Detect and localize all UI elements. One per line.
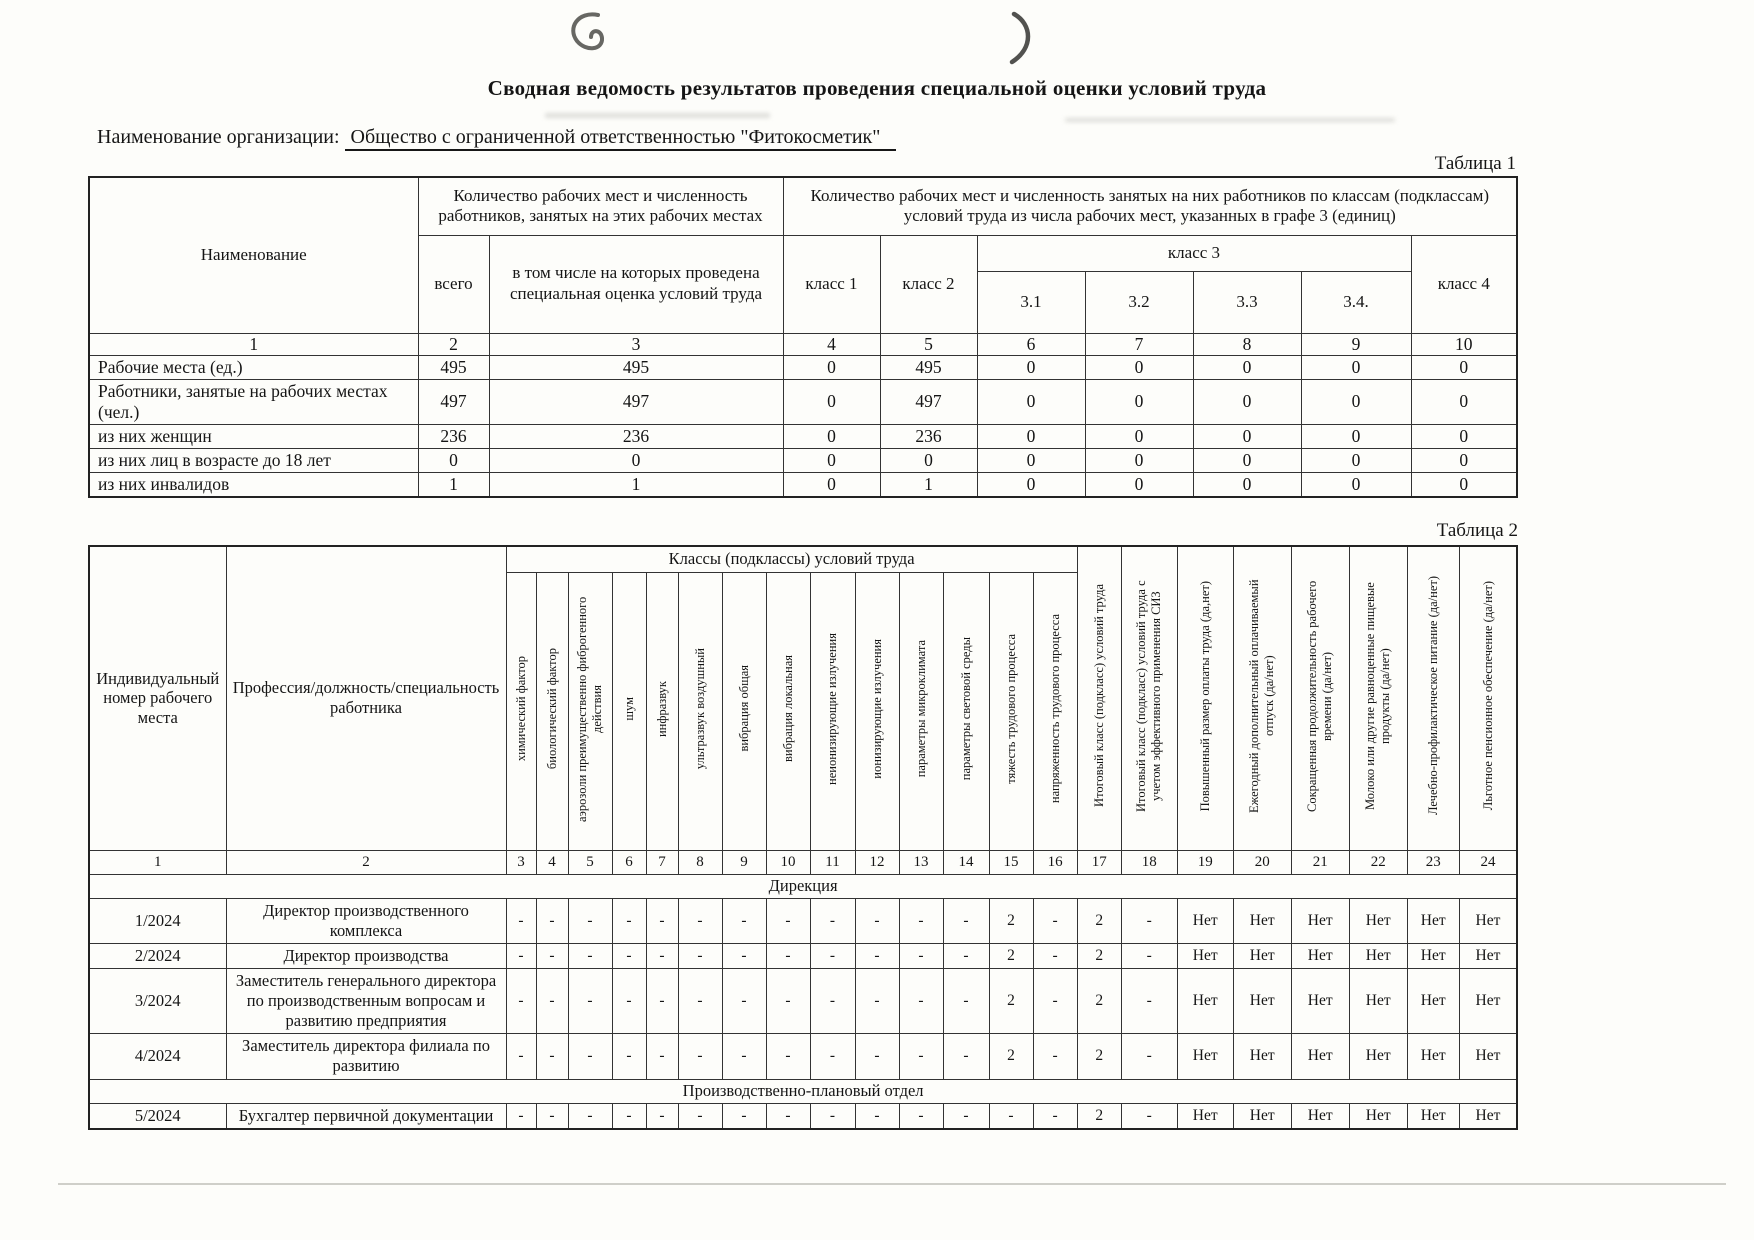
table2-value: - — [899, 1034, 943, 1079]
table1-value: 0 — [1411, 472, 1517, 497]
scan-smudge — [545, 113, 770, 118]
table1-value: 0 — [783, 379, 880, 424]
table2-column-number: 3 — [506, 850, 536, 874]
table2-factor-header — [646, 572, 678, 850]
table1-value: 0 — [783, 448, 880, 472]
table1-column-number: 10 — [1411, 333, 1517, 355]
table2-data-row — [89, 968, 1517, 1033]
table1-header-class2: класс 2 — [880, 235, 977, 333]
table2-value: - — [678, 968, 722, 1033]
table2-profession: Заместитель генерального директора по производственным вопросам и развитию предприятия — [226, 968, 506, 1033]
table1-column-number: 4 — [783, 333, 880, 355]
table2-factor-header — [612, 572, 646, 850]
table2-factor-header — [722, 572, 766, 850]
table2-value: Нет — [1177, 898, 1233, 943]
table1-value: 0 — [489, 448, 783, 472]
table2-value: - — [568, 1103, 612, 1129]
table2-value: - — [855, 898, 899, 943]
table2-value: - — [722, 968, 766, 1033]
table1-column-number: 7 — [1085, 333, 1193, 355]
table1-value: 0 — [1411, 355, 1517, 379]
table2-value: Нет — [1233, 1034, 1291, 1079]
table2-result-header — [1291, 546, 1349, 850]
table2-value: - — [810, 1034, 855, 1079]
table2-value: Нет — [1291, 968, 1349, 1033]
table1-data-row — [89, 424, 1517, 448]
table1-value: 0 — [783, 355, 880, 379]
table2-value: Нет — [1233, 898, 1291, 943]
summary-table-2 — [88, 545, 1518, 1130]
table2-value: Нет — [1349, 1034, 1407, 1079]
table2-value: - — [810, 968, 855, 1033]
summary-table-1 — [88, 176, 1518, 498]
table2-profession: Директор производства — [226, 943, 506, 968]
table2-value: - — [568, 943, 612, 968]
table1-value: 0 — [1301, 355, 1411, 379]
table1-value: 1 — [880, 472, 977, 497]
table2-value: - — [612, 1034, 646, 1079]
table1-value: 0 — [1085, 379, 1193, 424]
table2-workplace-number: 4/2024 — [89, 1034, 226, 1079]
table1-value: 495 — [418, 355, 489, 379]
table2-value: - — [678, 943, 722, 968]
table2-section-row — [89, 874, 1517, 898]
table1-value: 0 — [1411, 448, 1517, 472]
table2-value: - — [943, 898, 989, 943]
table2-header-profession: Профессия/должность/специальность работника — [226, 546, 506, 850]
table1-value: 497 — [418, 379, 489, 424]
table1-column-number: 6 — [977, 333, 1085, 355]
table2-value: - — [646, 968, 678, 1033]
table1-value: 497 — [489, 379, 783, 424]
table2-value: - — [722, 1034, 766, 1079]
table1-data-row — [89, 472, 1517, 497]
table1-data-row — [89, 355, 1517, 379]
table2-column-number: 13 — [899, 850, 943, 874]
table2-value: - — [943, 968, 989, 1033]
table2-factor-header-label: инфразвук — [654, 680, 669, 737]
scan-smudge — [1065, 118, 1395, 122]
table1-value: 0 — [977, 355, 1085, 379]
table2-value: - — [612, 1103, 646, 1129]
table1-value: 0 — [1085, 355, 1193, 379]
table1-column-number: 3 — [489, 333, 783, 355]
table2-factor-header-label: тяжесть трудового процесса — [1003, 633, 1018, 784]
table1-value: 236 — [489, 424, 783, 448]
table2-value: - — [612, 968, 646, 1033]
table2-factor-header-label: вибрация общая — [736, 665, 751, 752]
table2-value: - — [568, 968, 612, 1033]
table1-header-subclass-3-2: 3.2 — [1085, 271, 1193, 333]
table1-value: 0 — [783, 472, 880, 497]
table2-value: Нет — [1407, 898, 1459, 943]
table2-header-classes-group: Классы (подклассы) условий труда — [506, 546, 1077, 572]
table1-value: 0 — [1085, 472, 1193, 497]
table1-row-label: из них лиц в возрасте до 18 лет — [89, 448, 418, 472]
table1-value: 1 — [418, 472, 489, 497]
table1-value: 0 — [1193, 448, 1301, 472]
table2-factor-header — [766, 572, 810, 850]
scan-page-edge-line — [58, 1183, 1726, 1185]
table2-value: - — [722, 1103, 766, 1129]
table1-value: 0 — [1301, 448, 1411, 472]
table1-row-label: из них инвалидов — [89, 472, 418, 497]
table2-value: - — [536, 1103, 568, 1129]
table2-value: - — [646, 943, 678, 968]
table1-column-number: 9 — [1301, 333, 1411, 355]
table2-value: - — [612, 898, 646, 943]
table2-column-number: 4 — [536, 850, 568, 874]
table1-value: 0 — [1085, 424, 1193, 448]
table2-factor-header-label: параметры микроклимата — [913, 639, 928, 778]
table2-result-header — [1407, 546, 1459, 850]
table1-value: 0 — [783, 424, 880, 448]
table2-header-row — [89, 546, 1517, 572]
table1-value: 0 — [418, 448, 489, 472]
table2-column-number: 2 — [226, 850, 506, 874]
table2-section-row — [89, 1079, 1517, 1103]
table2-result-header — [1233, 546, 1291, 850]
table2-value: - — [506, 1103, 536, 1129]
table2-workplace-number: 3/2024 — [89, 968, 226, 1033]
table2-value: Нет — [1407, 1103, 1459, 1129]
table2-value: - — [536, 1034, 568, 1079]
table2-value: - — [568, 898, 612, 943]
table2-factor-header-label: напряженность трудового процесса — [1047, 614, 1062, 804]
table2-value: - — [536, 898, 568, 943]
table1-header-subclass-3-4: 3.4. — [1301, 271, 1411, 333]
table2-result-header-label: Повышенный размер оплаты труда (да,нет) — [1197, 580, 1212, 812]
table2-value: - — [899, 943, 943, 968]
table2-value: - — [1033, 968, 1077, 1033]
table2-caption: Таблица 2 — [1436, 520, 1518, 541]
table2-column-number: 20 — [1233, 850, 1291, 874]
table2-section-title: Производственно-плановый отдел — [89, 1079, 1517, 1103]
table1-column-number: 5 — [880, 333, 977, 355]
table1-value: 0 — [1193, 472, 1301, 497]
table2-value: - — [943, 1034, 989, 1079]
table2-value: Нет — [1349, 1103, 1407, 1129]
table1-value: 0 — [1411, 424, 1517, 448]
table2-value: Нет — [1349, 968, 1407, 1033]
table2-value: Нет — [1233, 1103, 1291, 1129]
table1-column-number: 2 — [418, 333, 489, 355]
table2-value: Нет — [1407, 943, 1459, 968]
table1-column-number: 1 — [89, 333, 418, 355]
table1-header-row — [89, 177, 1517, 235]
table2-data-row — [89, 1034, 1517, 1079]
table2-column-number: 8 — [678, 850, 722, 874]
table1-column-numbers-row — [89, 333, 1517, 355]
table1-row-label: Работники, занятые на рабочих местах (чел.) — [89, 379, 418, 424]
table2-value: - — [899, 898, 943, 943]
table1-value: 0 — [977, 379, 1085, 424]
table2-value: 2 — [1077, 968, 1121, 1033]
table1-value: 0 — [977, 448, 1085, 472]
table2-value: - — [1121, 1034, 1177, 1079]
table2-value: 2 — [989, 968, 1033, 1033]
table2-result-header-label: Итоговый класс (подкласс) условий труда — [1091, 584, 1106, 808]
table2-value: 2 — [989, 1034, 1033, 1079]
table2-value: - — [536, 968, 568, 1033]
table2-column-number: 21 — [1291, 850, 1349, 874]
table2-column-number: 6 — [612, 850, 646, 874]
table2-value: 2 — [989, 943, 1033, 968]
table2-value: Нет — [1459, 1034, 1517, 1079]
table2-column-number: 19 — [1177, 850, 1233, 874]
table2-value: - — [1033, 898, 1077, 943]
table2-value: - — [646, 898, 678, 943]
table2-value: Нет — [1459, 968, 1517, 1033]
table1-value: 0 — [1411, 379, 1517, 424]
table2-result-header — [1121, 546, 1177, 850]
organization-name: Общество с ограниченной ответственностью "Фитокосметик" — [345, 126, 897, 151]
table2-factor-header-label: биологический фактор — [544, 648, 559, 770]
table2-value: Нет — [1349, 898, 1407, 943]
table2-value: - — [1033, 1034, 1077, 1079]
table2-profession: Директор производственного комплекса — [226, 898, 506, 943]
table2-value: - — [766, 898, 810, 943]
table1-header-class1: класс 1 — [783, 235, 880, 333]
table1-header-class3: класс 3 — [977, 235, 1411, 271]
table1-value: 0 — [1193, 379, 1301, 424]
table1-data-row — [89, 448, 1517, 472]
table1-value: 0 — [1193, 355, 1301, 379]
table2-result-header-label: Итоговый класс (подкласс) условий труда с учетом эффективного применения СИЗ — [1134, 580, 1164, 812]
table2-result-header — [1459, 546, 1517, 850]
table2-header-workplace-number: Индивидуальный номер рабочего места — [89, 546, 226, 850]
table2-value: Нет — [1177, 1103, 1233, 1129]
table2-column-number: 24 — [1459, 850, 1517, 874]
table2-column-number: 11 — [810, 850, 855, 874]
table2-result-header-label: Льготное пенсионное обеспечение (да/нет) — [1480, 581, 1495, 811]
table2-value: - — [536, 943, 568, 968]
table2-value: - — [855, 968, 899, 1033]
table2-value: Нет — [1233, 943, 1291, 968]
table1-value: 495 — [880, 355, 977, 379]
table2-factor-header-label: параметры световой среды — [958, 637, 973, 781]
table2-column-numbers-row — [89, 850, 1517, 874]
table2-value: - — [1033, 943, 1077, 968]
table2-column-number: 22 — [1349, 850, 1407, 874]
table2-value: - — [899, 1103, 943, 1129]
table1-header-subclass-3-3: 3.3 — [1193, 271, 1301, 333]
table2-value: - — [1033, 1103, 1077, 1129]
table2-workplace-number: 5/2024 — [89, 1103, 226, 1129]
table2-value: - — [810, 898, 855, 943]
table2-workplace-number: 2/2024 — [89, 943, 226, 968]
table2-factor-header — [855, 572, 899, 850]
table2-value: Нет — [1459, 1103, 1517, 1129]
table2-value: - — [646, 1034, 678, 1079]
table1-value: 0 — [977, 472, 1085, 497]
table2-factor-header — [943, 572, 989, 850]
table2-factor-header — [506, 572, 536, 850]
table2-factor-header-label: аэрозоли преимущественно фиброгенного действия — [575, 595, 604, 822]
scan-curl-artifact-left — [560, 6, 630, 72]
table2-column-number: 16 — [1033, 850, 1077, 874]
table2-factor-header-label: химический фактор — [513, 656, 528, 762]
table2-result-header-label: Сокращенная продолжительность рабочего времени (да/нет) — [1305, 580, 1335, 812]
table1-header-name: Наименование — [89, 177, 418, 333]
table2-column-number: 15 — [989, 850, 1033, 874]
table2-value: Нет — [1233, 968, 1291, 1033]
table1-value: 1 — [489, 472, 783, 497]
table2-column-number: 12 — [855, 850, 899, 874]
table2-result-header-label: Ежегодный дополнительный оплачиваемый отпуск (да/нет) — [1247, 579, 1277, 813]
table1-value: 0 — [1301, 472, 1411, 497]
table2-value: Нет — [1177, 1034, 1233, 1079]
table2-value: Нет — [1177, 968, 1233, 1033]
table2-value: Нет — [1291, 1103, 1349, 1129]
table2-value: 2 — [1077, 943, 1121, 968]
table2-value: - — [506, 943, 536, 968]
page-title: Сводная ведомость результатов проведения специальной оценки условий труда — [487, 76, 1267, 100]
table2-value: Нет — [1459, 898, 1517, 943]
table2-data-row — [89, 898, 1517, 943]
table1-header-group-classes: Количество рабочих мест и численность занятых на них работников по классам (подклассам) условий труда из числа рабочих мест, указанных в графе 3 (единиц) — [783, 177, 1517, 235]
table2-section-title: Дирекция — [89, 874, 1517, 898]
table1-header-total: всего — [418, 235, 489, 333]
table2-factor-header — [810, 572, 855, 850]
table1-caption: Таблица 1 — [1434, 153, 1516, 174]
table2-value: 2 — [1077, 1034, 1121, 1079]
table1-value: 497 — [880, 379, 977, 424]
table2-value: - — [722, 943, 766, 968]
table2-value: - — [568, 1034, 612, 1079]
table2-value: Нет — [1177, 943, 1233, 968]
table2-value: - — [506, 898, 536, 943]
scan-curl-artifact-right — [992, 8, 1048, 74]
table2-data-row — [89, 943, 1517, 968]
table2-column-number: 5 — [568, 850, 612, 874]
table2-value: - — [612, 943, 646, 968]
table2-column-number: 18 — [1121, 850, 1177, 874]
table2-value: Нет — [1349, 943, 1407, 968]
table2-data-row — [89, 1103, 1517, 1129]
table2-value: - — [678, 1034, 722, 1079]
table2-value: - — [855, 1103, 899, 1129]
organization-line — [97, 126, 896, 149]
table2-value: - — [766, 968, 810, 1033]
table2-value: - — [1121, 943, 1177, 968]
table1-row-label: из них женщин — [89, 424, 418, 448]
table2-factor-header — [899, 572, 943, 850]
table2-value: 2 — [989, 898, 1033, 943]
table2-factor-header — [678, 572, 722, 850]
table2-value: Нет — [1407, 968, 1459, 1033]
table1-value: 495 — [489, 355, 783, 379]
table2-result-header-label: Лечебно-профилактическое питание (да/нет) — [1425, 576, 1440, 816]
table2-value: - — [810, 943, 855, 968]
table2-column-number: 7 — [646, 850, 678, 874]
table2-value: - — [722, 898, 766, 943]
table2-value: Нет — [1291, 943, 1349, 968]
table1-header-assessed: в том числе на которых проведена специальная оценка условий труда — [489, 235, 783, 333]
table2-value: - — [678, 898, 722, 943]
table2-value: - — [506, 968, 536, 1033]
table1-value: 0 — [1085, 448, 1193, 472]
table2-factor-header-label: ионизирующие излучения — [869, 638, 884, 779]
table2-value: Нет — [1291, 1034, 1349, 1079]
table2-factor-header-label: шум — [621, 696, 636, 721]
table2-value: - — [678, 1103, 722, 1129]
table2-result-header — [1077, 546, 1121, 850]
table2-profession: Заместитель директора филиала по развитию — [226, 1034, 506, 1079]
table2-value: Нет — [1407, 1034, 1459, 1079]
table2-column-number: 23 — [1407, 850, 1459, 874]
table2-column-number: 17 — [1077, 850, 1121, 874]
table1-data-row — [89, 379, 1517, 424]
table2-value: - — [1121, 968, 1177, 1033]
table2-column-number: 9 — [722, 850, 766, 874]
table2-value: - — [810, 1103, 855, 1129]
table2-value: - — [766, 1103, 810, 1129]
table1-row-label: Рабочие места (ед.) — [89, 355, 418, 379]
table2-value: Нет — [1459, 943, 1517, 968]
table1-header-group-workplaces: Количество рабочих мест и численность работников, занятых на этих рабочих местах — [418, 177, 783, 235]
table2-value: 2 — [1077, 898, 1121, 943]
table1-header-class4: класс 4 — [1411, 235, 1517, 333]
table1-value: 236 — [880, 424, 977, 448]
table2-value: Нет — [1291, 898, 1349, 943]
table2-column-number: 10 — [766, 850, 810, 874]
table2-value: - — [855, 1034, 899, 1079]
table2-result-header — [1177, 546, 1233, 850]
table2-value: 2 — [1077, 1103, 1121, 1129]
table2-value: - — [1121, 898, 1177, 943]
table1-value: 0 — [1301, 379, 1411, 424]
table2-column-number: 1 — [89, 850, 226, 874]
table2-value: - — [506, 1034, 536, 1079]
table2-value: - — [766, 1034, 810, 1079]
organization-label: Наименование организации: — [97, 126, 340, 148]
table2-factor-header-label: неионизирующие излучения — [825, 632, 840, 785]
table1-header-subclass-3-1: 3.1 — [977, 271, 1085, 333]
table2-factor-header — [536, 572, 568, 850]
table1-value: 0 — [880, 448, 977, 472]
table2-result-header — [1349, 546, 1407, 850]
table2-factor-header — [989, 572, 1033, 850]
table2-value: - — [899, 968, 943, 1033]
table2-value: - — [989, 1103, 1033, 1129]
table2-value: - — [855, 943, 899, 968]
table1-value: 0 — [977, 424, 1085, 448]
table2-profession: Бухгалтер первичной документации — [226, 1103, 506, 1129]
table2-value: - — [646, 1103, 678, 1129]
table2-workplace-number: 1/2024 — [89, 898, 226, 943]
table1-value: 236 — [418, 424, 489, 448]
table2-factor-header-label: ультразвук воздушный — [692, 647, 707, 770]
table2-value: - — [1121, 1103, 1177, 1129]
table2-value: - — [943, 943, 989, 968]
table2-factor-header-label: вибрация локальная — [780, 655, 795, 763]
table2-value: - — [943, 1103, 989, 1129]
table2-column-number: 14 — [943, 850, 989, 874]
table2-value: - — [766, 943, 810, 968]
table1-column-number: 8 — [1193, 333, 1301, 355]
table2-factor-header — [1033, 572, 1077, 850]
table2-factor-header — [568, 572, 612, 850]
table2-result-header-label: Молоко или другие равноценные пищевые продукты (да/нет) — [1363, 581, 1393, 810]
table1-value: 0 — [1301, 424, 1411, 448]
table1-value: 0 — [1193, 424, 1301, 448]
